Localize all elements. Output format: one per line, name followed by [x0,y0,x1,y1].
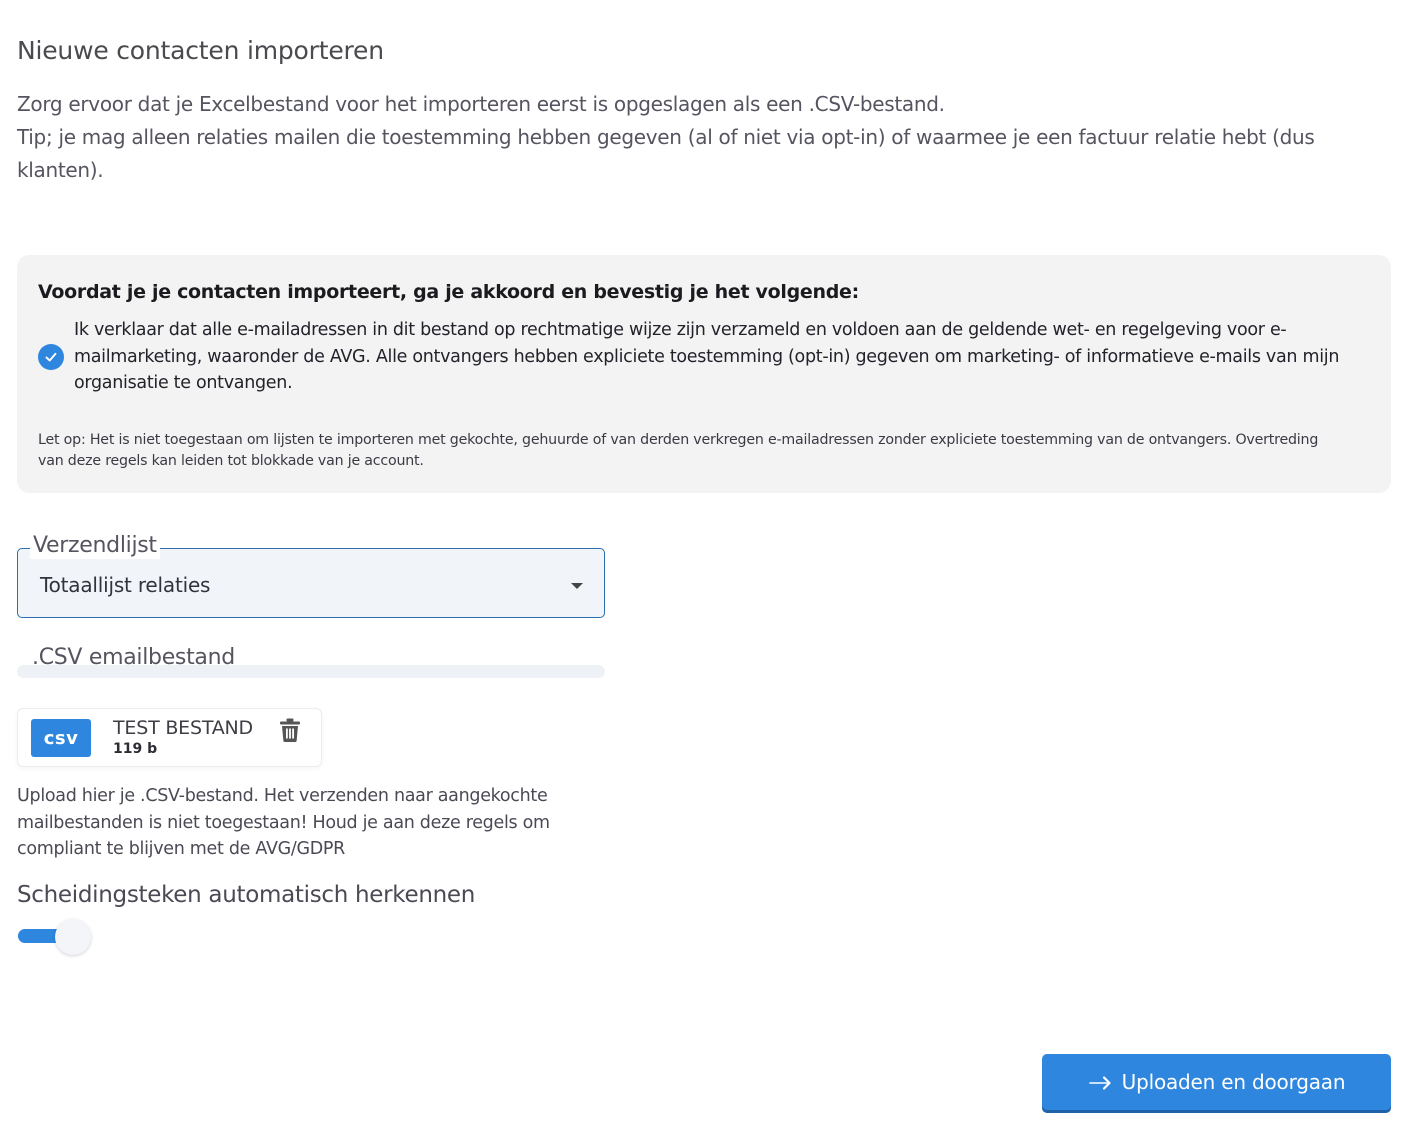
check-icon [43,349,59,365]
consent-statement[interactable]: Ik verklaar dat alle e-mailadressen in dit bestand op rechtmatige wijze zijn verzameld en voldoen aan de geldende wet- en regelgeving voor e-mailmarketing, waaronder de AVG. Alle ontvangers hebben expliciete toestemming (opt-in) gegeven om marketing- of informatieve e-mails van mijn organisatie te ontvangen. [74,320,1340,393]
consent-heading: Voordat je je contacten importeert, ga je akkoord en bevestig je het volgende: [38,281,859,303]
consent-panel [17,255,1391,493]
caret-down-icon [571,583,583,589]
mailing-list-label: Verzendlijst [30,533,160,559]
uploaded-file-card [17,708,322,767]
delimiter-toggle-label: Scheidingsteken automatisch herkennen [17,882,476,908]
consent-warning-note: Let op: Het is niet toegestaan om lijsten te importeren met gekochte, gehuurde of van derden verkregen e-mailadressen zonder expliciete toestemming van de ontvangers. Overtreding van deze regels kan leiden tot blokkade van je account. [38,432,1319,469]
mailing-list-select[interactable] [17,533,605,618]
trash-icon [278,717,302,743]
delimiter-toggle[interactable] [17,918,93,954]
intro-tip: Tip; je mag alleen relaties mailen die toestemming hebben gegeven (al of niet via opt-in) of waarmee je een factuur relatie hebt (dus klanten). [17,125,1315,182]
file-name: TEST BESTAND [113,717,253,739]
upload-help-text: Upload hier je .CSV-bestand. Het verzenden naar aangekochte mailbestanden is niet toegestaan! Houd je aan deze regels om compliant te blijven met de AVG/GDPR [17,786,550,859]
intro-line: Zorg ervoor dat je Excelbestand voor het importeren eerst is opgeslagen als een .CSV-bestand. [17,92,945,116]
csv-file-icon: csv [31,719,91,757]
intro-text [17,88,1382,187]
file-size: 119 b [113,741,158,757]
toggle-knob[interactable] [55,919,91,955]
page-title: Nieuwe contacten importeren [17,36,384,65]
upload-continue-label: Uploaden en doorgaan [1121,1070,1346,1094]
mailing-list-value: Totaallijst relaties [40,573,211,597]
delete-file-button[interactable] [278,717,302,743]
upload-continue-button[interactable] [1042,1054,1391,1110]
arrow-right-icon [1088,1073,1114,1091]
consent-checkbox[interactable] [38,344,64,370]
csv-file-label: .CSV emailbestand [32,645,235,670]
